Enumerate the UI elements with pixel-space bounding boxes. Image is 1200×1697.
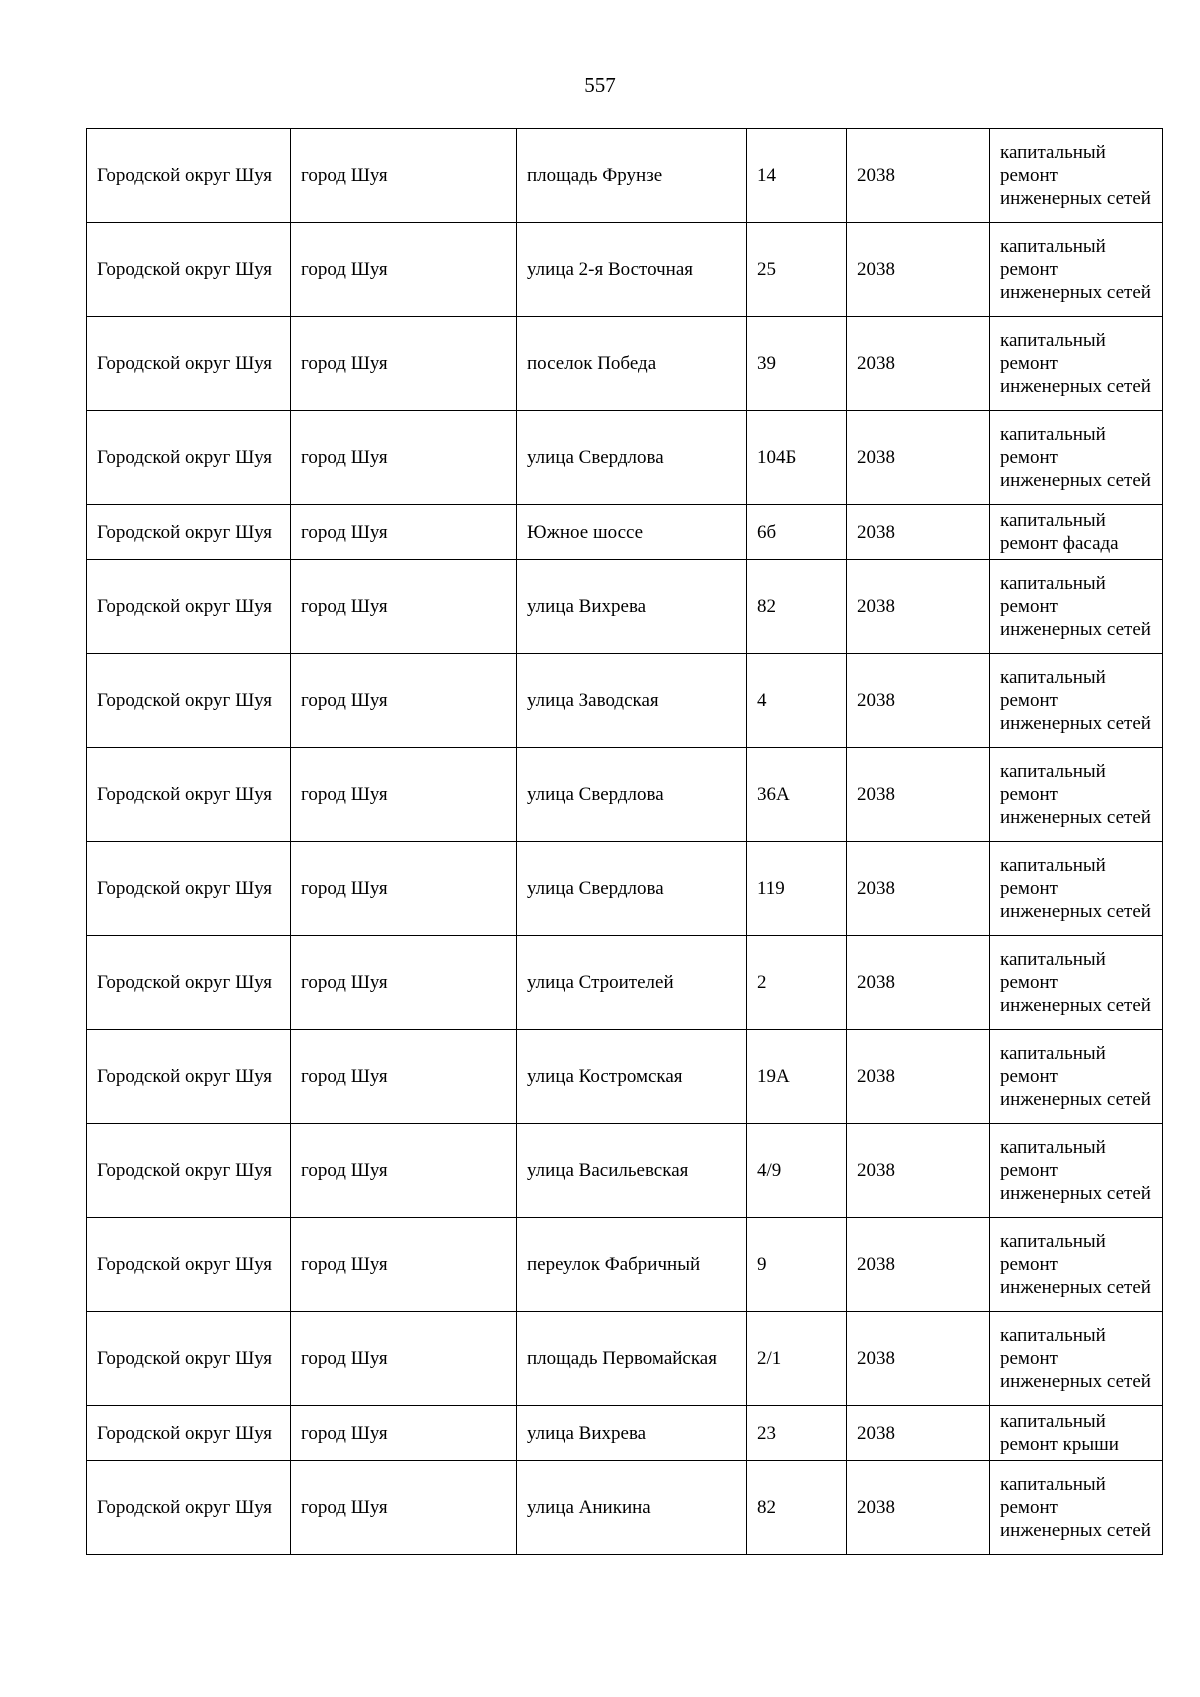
- cell-street: переулок Фабричный: [517, 1218, 747, 1312]
- cell-street: поселок Победа: [517, 317, 747, 411]
- cell-house-number: 6б: [747, 505, 847, 560]
- cell-district: Городской округ Шуя: [87, 1406, 291, 1461]
- cell-city: город Шуя: [291, 1461, 517, 1555]
- cell-district: Городской округ Шуя: [87, 560, 291, 654]
- cell-city: город Шуя: [291, 1312, 517, 1406]
- table-row: [87, 317, 1163, 411]
- cell-house-number: 39: [747, 317, 847, 411]
- cell-district: Городской округ Шуя: [87, 1461, 291, 1555]
- table-row: [87, 1461, 1163, 1555]
- cell-work-type: капитальный ремонт инженерных сетей: [990, 317, 1163, 411]
- cell-year: 2038: [847, 129, 990, 223]
- cell-year: 2038: [847, 411, 990, 505]
- table-row: [87, 1406, 1163, 1461]
- cell-street: улица Свердлова: [517, 411, 747, 505]
- cell-work-type: капитальный ремонт инженерных сетей: [990, 1312, 1163, 1406]
- cell-house-number: 25: [747, 223, 847, 317]
- cell-city: город Шуя: [291, 842, 517, 936]
- cell-year: 2038: [847, 1461, 990, 1555]
- cell-house-number: 2: [747, 936, 847, 1030]
- cell-city: город Шуя: [291, 223, 517, 317]
- cell-street: Южное шоссе: [517, 505, 747, 560]
- cell-street: улица Свердлова: [517, 842, 747, 936]
- cell-house-number: 82: [747, 560, 847, 654]
- cell-district: Городской округ Шуя: [87, 1218, 291, 1312]
- cell-city: город Шуя: [291, 411, 517, 505]
- cell-year: 2038: [847, 223, 990, 317]
- cell-street: улица Васильевская: [517, 1124, 747, 1218]
- cell-work-type: капитальный ремонт инженерных сетей: [990, 1124, 1163, 1218]
- cell-house-number: 14: [747, 129, 847, 223]
- cell-city: город Шуя: [291, 1124, 517, 1218]
- cell-work-type: капитальный ремонт инженерных сетей: [990, 654, 1163, 748]
- cell-district: Городской округ Шуя: [87, 654, 291, 748]
- cell-year: 2038: [847, 654, 990, 748]
- cell-work-type: капитальный ремонт инженерных сетей: [990, 129, 1163, 223]
- cell-year: 2038: [847, 748, 990, 842]
- cell-district: Городской округ Шуя: [87, 842, 291, 936]
- table-row: [87, 1312, 1163, 1406]
- cell-work-type: капитальный ремонт фасада: [990, 505, 1163, 560]
- cell-district: Городской округ Шуя: [87, 1312, 291, 1406]
- cell-street: улица Свердлова: [517, 748, 747, 842]
- cell-city: город Шуя: [291, 505, 517, 560]
- table-row: [87, 654, 1163, 748]
- cell-house-number: 4: [747, 654, 847, 748]
- table-row: [87, 560, 1163, 654]
- cell-city: город Шуя: [291, 560, 517, 654]
- cell-house-number: 119: [747, 842, 847, 936]
- cell-year: 2038: [847, 505, 990, 560]
- cell-work-type: капитальный ремонт инженерных сетей: [990, 1218, 1163, 1312]
- cell-house-number: 82: [747, 1461, 847, 1555]
- cell-street: площадь Фрунзе: [517, 129, 747, 223]
- cell-city: город Шуя: [291, 1030, 517, 1124]
- table-row: [87, 411, 1163, 505]
- cell-year: 2038: [847, 1218, 990, 1312]
- cell-work-type: капитальный ремонт инженерных сетей: [990, 560, 1163, 654]
- table-row: [87, 1030, 1163, 1124]
- cell-year: 2038: [847, 1124, 990, 1218]
- cell-work-type: капитальный ремонт инженерных сетей: [990, 1461, 1163, 1555]
- cell-city: город Шуя: [291, 936, 517, 1030]
- cell-house-number: 4/9: [747, 1124, 847, 1218]
- cell-city: город Шуя: [291, 1406, 517, 1461]
- cell-city: город Шуя: [291, 129, 517, 223]
- cell-district: Городской округ Шуя: [87, 129, 291, 223]
- cell-district: Городской округ Шуя: [87, 317, 291, 411]
- cell-year: 2038: [847, 560, 990, 654]
- table-row: [87, 505, 1163, 560]
- cell-street: улица Строителей: [517, 936, 747, 1030]
- cell-work-type: капитальный ремонт инженерных сетей: [990, 411, 1163, 505]
- cell-year: 2038: [847, 1406, 990, 1461]
- table-row: [87, 748, 1163, 842]
- cell-district: Городской округ Шуя: [87, 505, 291, 560]
- cell-district: Городской округ Шуя: [87, 748, 291, 842]
- table-row: [87, 936, 1163, 1030]
- cell-work-type: капитальный ремонт инженерных сетей: [990, 1030, 1163, 1124]
- cell-year: 2038: [847, 1312, 990, 1406]
- cell-street: площадь Первомайская: [517, 1312, 747, 1406]
- cell-street: улица Вихрева: [517, 1406, 747, 1461]
- cell-district: Городской округ Шуя: [87, 1124, 291, 1218]
- table-row: [87, 1124, 1163, 1218]
- cell-house-number: 36А: [747, 748, 847, 842]
- cell-city: город Шуя: [291, 654, 517, 748]
- cell-year: 2038: [847, 317, 990, 411]
- cell-house-number: 23: [747, 1406, 847, 1461]
- cell-work-type: капитальный ремонт крыши: [990, 1406, 1163, 1461]
- cell-street: улица Костромская: [517, 1030, 747, 1124]
- cell-year: 2038: [847, 842, 990, 936]
- cell-house-number: 19А: [747, 1030, 847, 1124]
- table-row: [87, 842, 1163, 936]
- cell-house-number: 104Б: [747, 411, 847, 505]
- housing-register-table: [86, 128, 1163, 1555]
- cell-work-type: капитальный ремонт инженерных сетей: [990, 842, 1163, 936]
- cell-city: город Шуя: [291, 1218, 517, 1312]
- table-row: [87, 1218, 1163, 1312]
- cell-district: Городской округ Шуя: [87, 223, 291, 317]
- cell-district: Городской округ Шуя: [87, 411, 291, 505]
- cell-street: улица 2-я Восточная: [517, 223, 747, 317]
- cell-street: улица Вихрева: [517, 560, 747, 654]
- cell-district: Городской округ Шуя: [87, 1030, 291, 1124]
- cell-city: город Шуя: [291, 748, 517, 842]
- cell-year: 2038: [847, 1030, 990, 1124]
- page-number: 557: [584, 73, 616, 97]
- cell-city: город Шуя: [291, 317, 517, 411]
- cell-house-number: 2/1: [747, 1312, 847, 1406]
- table-row: [87, 223, 1163, 317]
- table-row: [87, 129, 1163, 223]
- cell-house-number: 9: [747, 1218, 847, 1312]
- cell-work-type: капитальный ремонт инженерных сетей: [990, 748, 1163, 842]
- cell-district: Городской округ Шуя: [87, 936, 291, 1030]
- cell-street: улица Заводская: [517, 654, 747, 748]
- table-body: [87, 129, 1163, 1555]
- cell-year: 2038: [847, 936, 990, 1030]
- cell-work-type: капитальный ремонт инженерных сетей: [990, 936, 1163, 1030]
- cell-work-type: капитальный ремонт инженерных сетей: [990, 223, 1163, 317]
- cell-street: улица Аникина: [517, 1461, 747, 1555]
